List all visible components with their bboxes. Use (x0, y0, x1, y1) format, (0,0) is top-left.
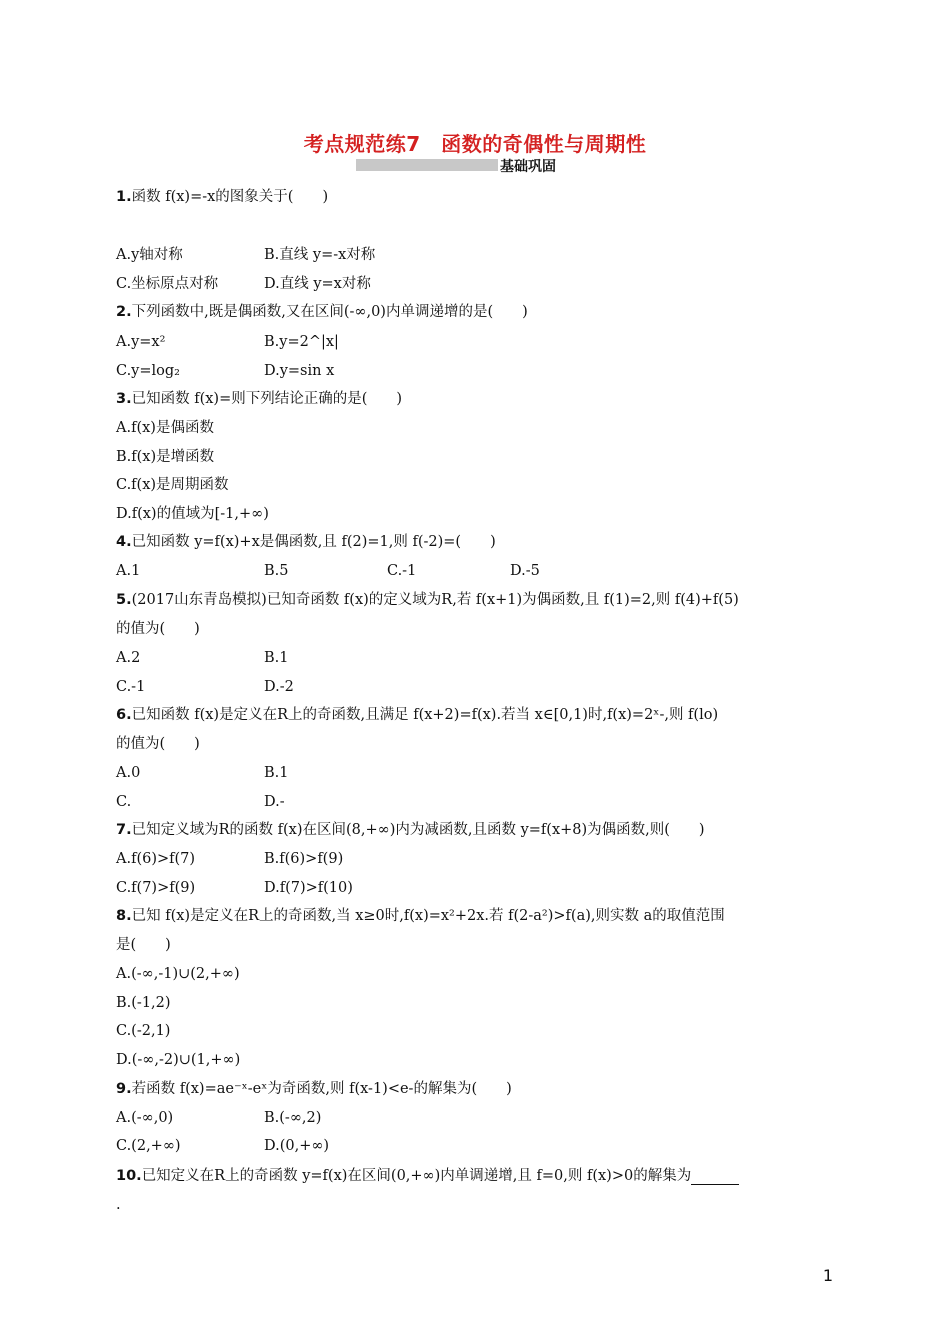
section-bar (356, 159, 498, 171)
q1-option-d: D.直线 y=x对称 (264, 276, 371, 292)
question-8-stem: 8.已知 f(x)是定义在R上的奇函数,当 x≥0时,f(x)=x²+2x.若 f(2-a²)>f(a),则实数 a的取值范围 (116, 908, 725, 924)
question-7-stem: 7.已知定义域为R的函数 f(x)在区间(8,+∞)内为减函数,且函数 y=f(x+8)为偶函数,则( ) (116, 822, 705, 838)
question-1-stem: 1.函数 f(x)=-x的图象关于( ) (116, 189, 329, 205)
q8-option-c: C.(-2,1) (116, 1023, 171, 1039)
page-number: 1 (822, 1266, 833, 1285)
q4-option-d: D.-5 (510, 563, 540, 579)
q5-option-d: D.-2 (264, 679, 294, 695)
question-6-stem: 6.已知函数 f(x)是定义在R上的奇函数,且满足 f(x+2)=f(x).若当 x∈[0,1)时,f(x)=2ˣ-,则 f(lo) (116, 707, 719, 723)
page-title: 考点规范练7 函数的奇偶性与周期性 (303, 132, 647, 156)
q5-option-a: A.2 (116, 650, 141, 666)
q9-option-c: C.(2,+∞) (116, 1138, 181, 1154)
q7-option-c: C.f(7)>f(9) (116, 880, 196, 896)
q7-option-a: A.f(6)>f(7) (116, 851, 196, 867)
q8-option-d: D.(-∞,-2)∪(1,+∞) (116, 1052, 241, 1068)
question-5-stem: 5.(2017山东青岛模拟)已知奇函数 f(x)的定义域为R,若 f(x+1)为偶函数,且 f(1)=2,则 f(4)+f(5) (116, 592, 739, 608)
q7-option-d: D.f(7)>f(10) (264, 880, 353, 896)
q6-option-a: A.0 (116, 765, 141, 781)
q2-option-a: A.y=x² (116, 334, 166, 350)
question-10-stem: 10.已知定义在R上的奇函数 y=f(x)在区间(0,+∞)内单调递增,且 f=0,则 f(x)>0的解集为 (116, 1167, 739, 1185)
question-9-stem: 9.若函数 f(x)=ae⁻ˣ-eˣ为奇函数,则 f(x-1)<e-的解集为( ) (116, 1081, 512, 1097)
q9-option-a: A.(-∞,0) (116, 1110, 174, 1126)
q4-option-a: A.1 (116, 563, 141, 579)
q5-option-b: B.1 (264, 650, 289, 666)
q3-option-a: A.f(x)是偶函数 (116, 420, 214, 436)
q3-option-c: C.f(x)是周期函数 (116, 477, 229, 493)
q1-option-a: A.y轴对称 (116, 247, 183, 263)
question-2-stem: 2.下列函数中,既是偶函数,又在区间(-∞,0)内单调递增的是( ) (116, 304, 528, 320)
q2-option-b: B.y=2^|x| (264, 334, 339, 350)
question-8-stem-cont: 是( ) (116, 937, 171, 953)
q4-option-c: C.-1 (387, 563, 417, 579)
q3-option-d: D.f(x)的值域为[-1,+∞) (116, 506, 269, 522)
q3-option-b: B.f(x)是增函数 (116, 449, 215, 465)
q4-option-b: B.5 (264, 563, 289, 579)
question-5-stem-cont: 的值为( ) (116, 621, 200, 637)
q6-option-b: B.1 (264, 765, 289, 781)
q8-option-b: B.(-1,2) (116, 995, 171, 1011)
q5-option-c: C.-1 (116, 679, 146, 695)
section-label: 基础巩固 (500, 159, 556, 175)
q6-option-d: D.- (264, 794, 285, 810)
q1-option-c: C.坐标原点对称 (116, 276, 219, 292)
question-3-stem: 3.已知函数 f(x)=则下列结论正确的是( ) (116, 391, 403, 407)
q7-option-b: B.f(6)>f(9) (264, 851, 344, 867)
q1-option-b: B.直线 y=-x对称 (264, 247, 376, 263)
answer-blank[interactable] (691, 1170, 739, 1185)
q2-option-d: D.y=sin x (264, 363, 335, 379)
question-6-stem-cont: 的值为( ) (116, 736, 200, 752)
q9-option-b: B.(-∞,2) (264, 1110, 322, 1126)
q2-option-c: C.y=log₂ (116, 363, 180, 379)
q8-option-a: A.(-∞,-1)∪(2,+∞) (116, 966, 240, 982)
question-4-stem: 4.已知函数 y=f(x)+x是偶函数,且 f(2)=1,则 f(-2)=( ) (116, 534, 496, 550)
question-10-stem-cont: . (116, 1197, 121, 1213)
q6-option-c: C. (116, 794, 132, 810)
q9-option-d: D.(0,+∞) (264, 1138, 330, 1154)
